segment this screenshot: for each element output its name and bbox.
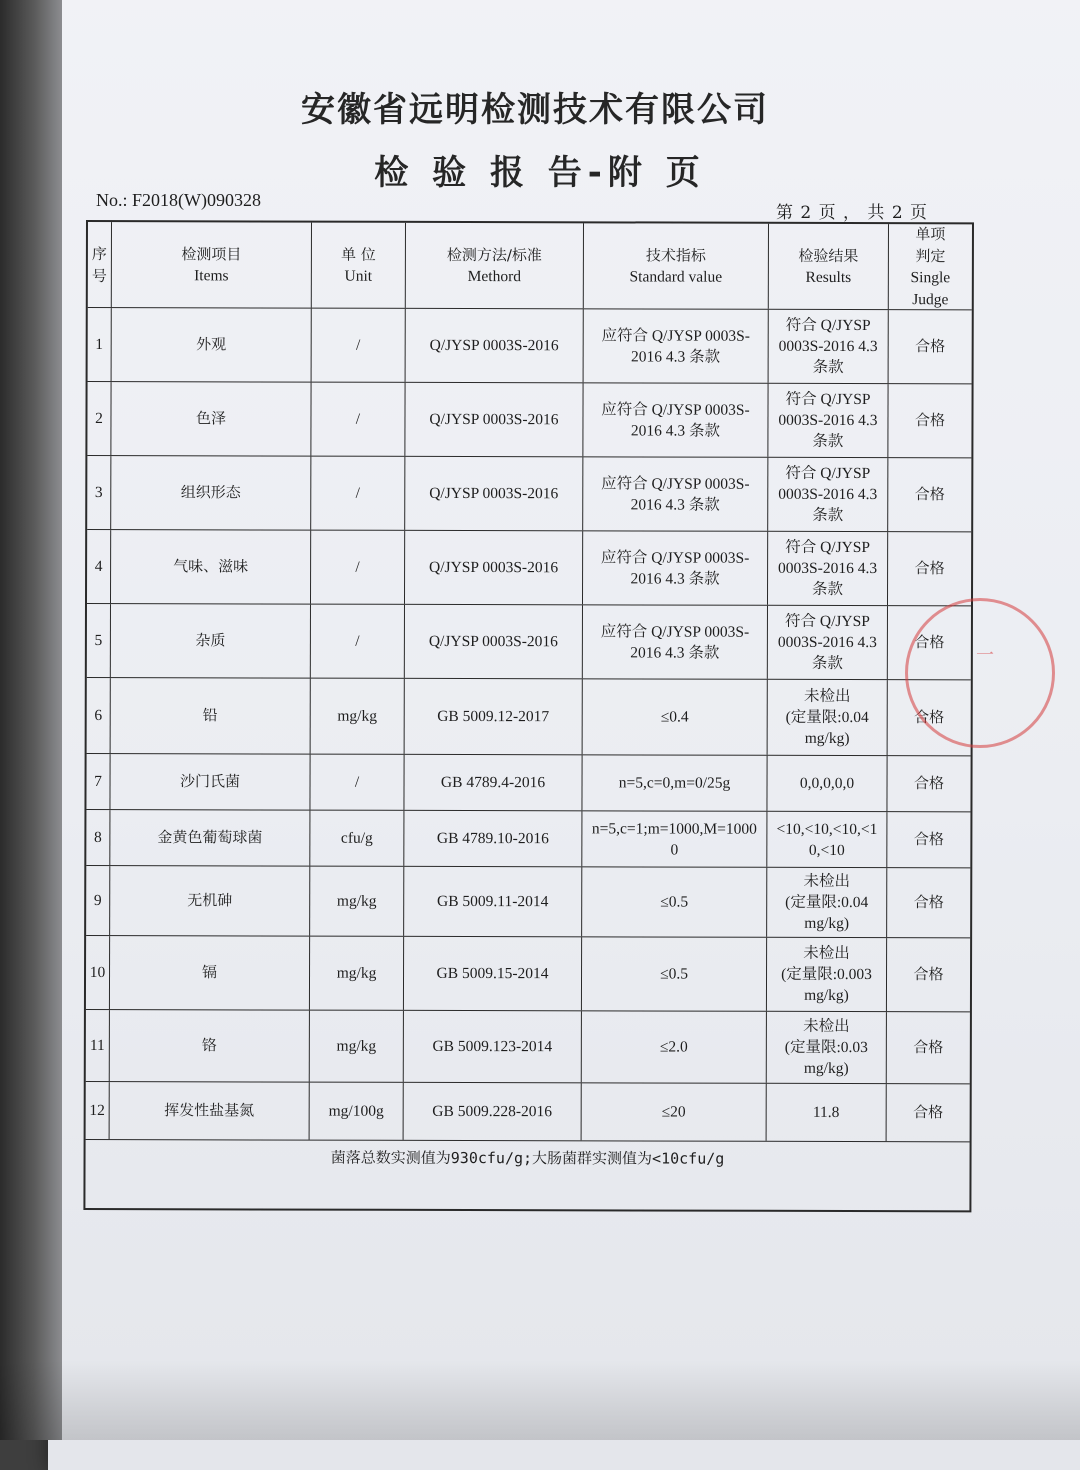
unit-text: / (355, 410, 361, 428)
cell-standard (582, 755, 767, 810)
standard-text: 应符合 Q/JYSP 0003S- (600, 622, 750, 641)
cell-judge (887, 868, 970, 937)
standard-text: n=5,c=0,m=0/25g (618, 774, 731, 792)
judge-text: 合格 (914, 708, 945, 727)
unit-text: / (355, 484, 360, 502)
item-text: 铬 (201, 1036, 217, 1055)
header-items (112, 222, 312, 308)
standard-text: 应符合 Q/JYSP 0003S- (601, 474, 750, 493)
result-text: 条款 (812, 506, 844, 524)
seq-text: 5 (94, 632, 103, 650)
cell-item (110, 754, 310, 810)
result-text: 符合 Q/JYSP (785, 390, 871, 409)
cell-judge (888, 384, 971, 457)
cell-unit (311, 383, 405, 456)
table-row (86, 1082, 970, 1142)
result-text: (定量限:0.04 (785, 708, 869, 727)
table-row (86, 936, 970, 1012)
unit-text: mg/100g (328, 1102, 384, 1120)
header-results (769, 224, 889, 309)
cell-method (405, 605, 583, 678)
cell-item (111, 678, 311, 754)
judge-text: 合格 (914, 633, 945, 652)
result-text: 条款 (811, 654, 843, 672)
cell-result (768, 606, 888, 679)
unit-text: mg/kg (336, 1037, 377, 1055)
cell-result (767, 812, 887, 867)
cell-method (404, 867, 582, 936)
cell-seq (87, 678, 111, 753)
header-judge-text: 判定 (915, 246, 946, 265)
cell-standard (583, 679, 768, 754)
cell-judge (887, 756, 970, 811)
cell-seq (87, 382, 111, 455)
standard-text: ≤20 (661, 1103, 686, 1121)
cell-unit (311, 457, 405, 530)
cell-unit (311, 605, 405, 678)
cell-unit (310, 1083, 404, 1140)
cell-unit (312, 309, 406, 382)
cell-result (767, 868, 887, 937)
cell-standard (583, 383, 768, 456)
header-method-text: Methord (467, 267, 522, 285)
result-text: (定量限:0.03 (784, 1038, 868, 1057)
item-text: 挥发性盐基氮 (164, 1101, 255, 1120)
standard-text: ≤0.5 (660, 893, 689, 911)
cell-unit (310, 937, 404, 1010)
cell-method (404, 1011, 582, 1082)
judge-text: 合格 (913, 965, 944, 984)
seq-text: 11 (89, 1037, 105, 1055)
item-text: 气味、滋味 (173, 557, 249, 576)
cell-judge (888, 532, 971, 605)
cell-item (111, 604, 311, 678)
report-number: No.: F2018(W)090328 (96, 190, 261, 210)
cell-unit (310, 755, 404, 810)
result-text: 未检出 (803, 944, 850, 963)
header-standard (584, 223, 769, 308)
table-header-row (88, 222, 972, 310)
seq-text: 4 (94, 558, 103, 576)
standard-text: 2016 4.3 条款 (631, 347, 721, 366)
cell-standard (583, 605, 768, 678)
cell-item (112, 308, 312, 382)
table-row (86, 866, 970, 938)
method-text: Q/JYSP 0003S-2016 (429, 336, 559, 355)
judge-text: 合格 (913, 774, 945, 793)
method-text: GB 5009.228-2016 (432, 1102, 553, 1121)
table-row (87, 382, 971, 458)
table-row (87, 604, 971, 680)
result-text: mg/kg) (803, 1059, 849, 1077)
result-text: 0003S-2016 4.3 (778, 559, 878, 578)
item-text: 色泽 (195, 409, 227, 428)
header-judge-text: 单项 (915, 224, 946, 243)
cell-result (768, 532, 888, 605)
result-text: 符合 Q/JYSP (785, 538, 871, 557)
judge-text: 合格 (913, 1103, 944, 1122)
cell-judge (887, 1012, 970, 1083)
table-row (88, 308, 972, 384)
judge-text: 合格 (914, 485, 945, 504)
cell-result (767, 1012, 887, 1083)
seq-text: 6 (94, 707, 103, 725)
cell-judge (889, 310, 972, 383)
item-text: 金黄色葡萄球菌 (157, 828, 263, 847)
cell-result (769, 310, 889, 383)
cell-seq (86, 936, 110, 1009)
cell-unit (311, 679, 405, 754)
standard-text: 2016 4.3 条款 (630, 643, 720, 662)
header-seq-text: 号 (91, 266, 107, 285)
header-items-text: 检测项目 (181, 244, 242, 263)
cell-item (110, 1082, 310, 1140)
header-seq (88, 222, 112, 307)
standard-text: 2016 4.3 条款 (630, 421, 721, 440)
cell-item (110, 866, 310, 936)
cell-seq (87, 604, 111, 677)
result-text: 0003S-2016 4.3 (778, 337, 878, 356)
cell-seq (86, 1082, 110, 1139)
item-text: 铅 (202, 706, 218, 725)
item-text: 无机砷 (187, 891, 233, 910)
table-row (86, 1010, 970, 1084)
header-standard-text: Standard value (629, 267, 723, 286)
cell-item (110, 1010, 310, 1082)
cell-item (110, 810, 310, 866)
method-text: Q/JYSP 0003S-2016 (429, 484, 559, 503)
cell-result (767, 938, 887, 1011)
cell-standard (583, 531, 768, 604)
cell-unit (310, 1011, 404, 1082)
result-text: mg/kg) (804, 986, 849, 1004)
standard-text: ≤0.5 (660, 965, 688, 983)
method-text: GB 5009.15-2014 (436, 964, 549, 983)
cell-item (110, 936, 310, 1010)
unit-text: / (355, 558, 360, 576)
result-text: 0003S-2016 4.3 (777, 633, 877, 652)
cell-seq (86, 754, 110, 809)
cell-judge (887, 938, 970, 1011)
result-text: 0,<10 (808, 841, 845, 859)
page-indicator: 第 2 页 ， 共 2 页 (776, 203, 929, 223)
result-text: 符合 Q/JYSP (785, 464, 871, 483)
table-row (86, 754, 970, 812)
cell-result (767, 1084, 887, 1141)
standard-text: 应符合 Q/JYSP 0003S- (601, 400, 750, 419)
header-unit-text: Unit (344, 267, 373, 285)
item-text: 外观 (196, 335, 227, 354)
result-text: 0,0,0,0,0 (799, 774, 855, 793)
result-text: 条款 (811, 580, 844, 598)
cell-method (405, 531, 583, 604)
item-text: 沙门氏菌 (179, 772, 241, 791)
seq-text: 9 (93, 892, 102, 910)
standard-text: 2016 4.3 条款 (630, 569, 720, 588)
method-text: Q/JYSP 0003S-2016 (429, 558, 559, 577)
method-text: GB 5009.11-2014 (437, 892, 549, 911)
header-results-text: 检验结果 (798, 246, 859, 265)
item-text: 杂质 (195, 631, 226, 650)
cell-judge (888, 458, 971, 531)
seq-text: 3 (94, 484, 103, 502)
result-text: <10,<10,<10,<1 (776, 820, 878, 838)
method-text: GB 5009.123-2014 (432, 1037, 553, 1056)
method-text: GB 4789.10-2016 (436, 829, 549, 848)
header-judge-text: Single Judge (910, 268, 951, 308)
result-text: (定量限:0.003 (781, 965, 872, 984)
standard-text: ≤0.4 (660, 708, 689, 726)
method-text: GB 4789.4-2016 (440, 773, 546, 792)
cell-standard (582, 1083, 767, 1140)
unit-text: mg/kg (337, 707, 378, 725)
unit-text: / (355, 336, 361, 354)
cell-standard (582, 867, 767, 936)
cell-seq (86, 810, 110, 865)
cell-standard (582, 1011, 767, 1082)
cell-method (404, 937, 582, 1010)
cell-seq (87, 530, 111, 603)
cell-method (405, 457, 583, 530)
standard-text: 应符合 Q/JYSP 0003S- (600, 548, 750, 567)
cell-item (111, 530, 311, 604)
cell-method (404, 811, 582, 866)
header-standard-text: 技术指标 (645, 245, 706, 265)
cell-result (768, 680, 888, 755)
cell-seq (86, 1010, 110, 1081)
seal-mark-icon: 一 (976, 645, 994, 666)
cell-seq (86, 866, 110, 935)
header-results-text: Results (805, 268, 852, 286)
result-text: 未检出 (803, 872, 851, 891)
cell-result (767, 756, 887, 811)
standard-text: 应符合 Q/JYSP 0003S- (601, 326, 750, 345)
method-text: Q/JYSP 0003S-2016 (429, 410, 559, 429)
unit-text: mg/kg (336, 964, 377, 982)
unit-text: / (355, 632, 360, 650)
result-text: 符合 Q/JYSP (785, 316, 871, 335)
judge-text: 合格 (913, 893, 944, 912)
standard-text: 2016 4.3 条款 (630, 495, 720, 514)
judge-text: 合格 (914, 411, 946, 430)
cell-standard (582, 811, 767, 866)
header-method-text: 检测方法/标准 (446, 245, 542, 264)
item-text: 组织形态 (180, 483, 241, 502)
item-text: 镉 (201, 963, 218, 982)
result-text: 条款 (812, 358, 844, 376)
table-row (86, 810, 970, 868)
cell-method (406, 309, 584, 382)
footer-note: 菌落总数实测值为930cfu/g;大肠菌群实测值为<10cfu/g (330, 1148, 725, 1168)
table-row (87, 456, 971, 532)
cell-standard (583, 457, 768, 530)
result-text: 未检出 (803, 687, 851, 706)
result-text: 未检出 (803, 1017, 850, 1036)
cell-method (405, 383, 583, 456)
cell-judge (887, 812, 970, 867)
unit-text: cfu/g (340, 829, 373, 847)
result-text: 条款 (812, 432, 844, 450)
cell-standard (582, 937, 767, 1010)
report-title: 检 验 报 告-附 页 (374, 153, 706, 193)
cell-unit (310, 867, 404, 936)
standard-text: ≤2.0 (659, 1038, 688, 1056)
seq-text: 7 (94, 773, 102, 791)
result-text: 符合 Q/JYSP (785, 612, 870, 631)
cell-standard (584, 309, 769, 382)
seq-text: 12 (89, 1102, 105, 1120)
seq-text: 8 (93, 829, 102, 847)
cell-unit (310, 811, 404, 866)
unit-text: mg/kg (336, 892, 377, 910)
header-items-text: Items (194, 266, 229, 284)
cell-item (111, 456, 311, 530)
judge-text: 合格 (913, 1038, 944, 1057)
result-text: (定量限:0.04 (785, 893, 869, 912)
cell-result (768, 384, 888, 457)
header-seq-text: 序 (91, 244, 107, 263)
result-text: 0003S-2016 4.3 (778, 485, 878, 504)
cell-seq (88, 308, 112, 381)
table-row (87, 678, 971, 756)
result-text: 11.8 (812, 1103, 840, 1121)
red-seal-stamp (905, 598, 1055, 748)
header-unit (312, 223, 406, 308)
seq-text: 1 (95, 336, 104, 354)
header-judge (889, 224, 972, 309)
seq-text: 2 (95, 410, 103, 428)
cell-item (111, 382, 311, 456)
standard-text: n=5,c=1;m=1000,M=1000 (591, 819, 757, 838)
method-text: Q/JYSP 0003S-2016 (428, 632, 558, 651)
header-method (406, 223, 584, 308)
cell-result (768, 458, 888, 531)
header-unit-text: 单 位 (340, 245, 376, 264)
seq-text: 10 (89, 964, 106, 982)
inspection-table (83, 220, 974, 1212)
method-text: GB 5009.12-2017 (437, 707, 550, 726)
result-text: mg/kg) (804, 914, 850, 933)
judge-text: 合格 (913, 830, 944, 849)
cell-method (404, 755, 582, 810)
table-row (87, 530, 971, 606)
cell-method (404, 1083, 582, 1140)
result-text: mg/kg) (804, 729, 850, 748)
standard-text: 0 (670, 841, 679, 859)
unit-text: / (354, 773, 360, 791)
cell-judge (887, 1084, 970, 1141)
cell-unit (311, 531, 405, 604)
result-text: 0003S-2016 4.3 (778, 411, 878, 430)
judge-text: 合格 (914, 559, 945, 578)
company-name: 安徽省远明检测技术有限公司 (301, 90, 769, 130)
cell-seq (87, 456, 111, 529)
judge-text: 合格 (915, 337, 946, 356)
cell-method (405, 679, 583, 754)
